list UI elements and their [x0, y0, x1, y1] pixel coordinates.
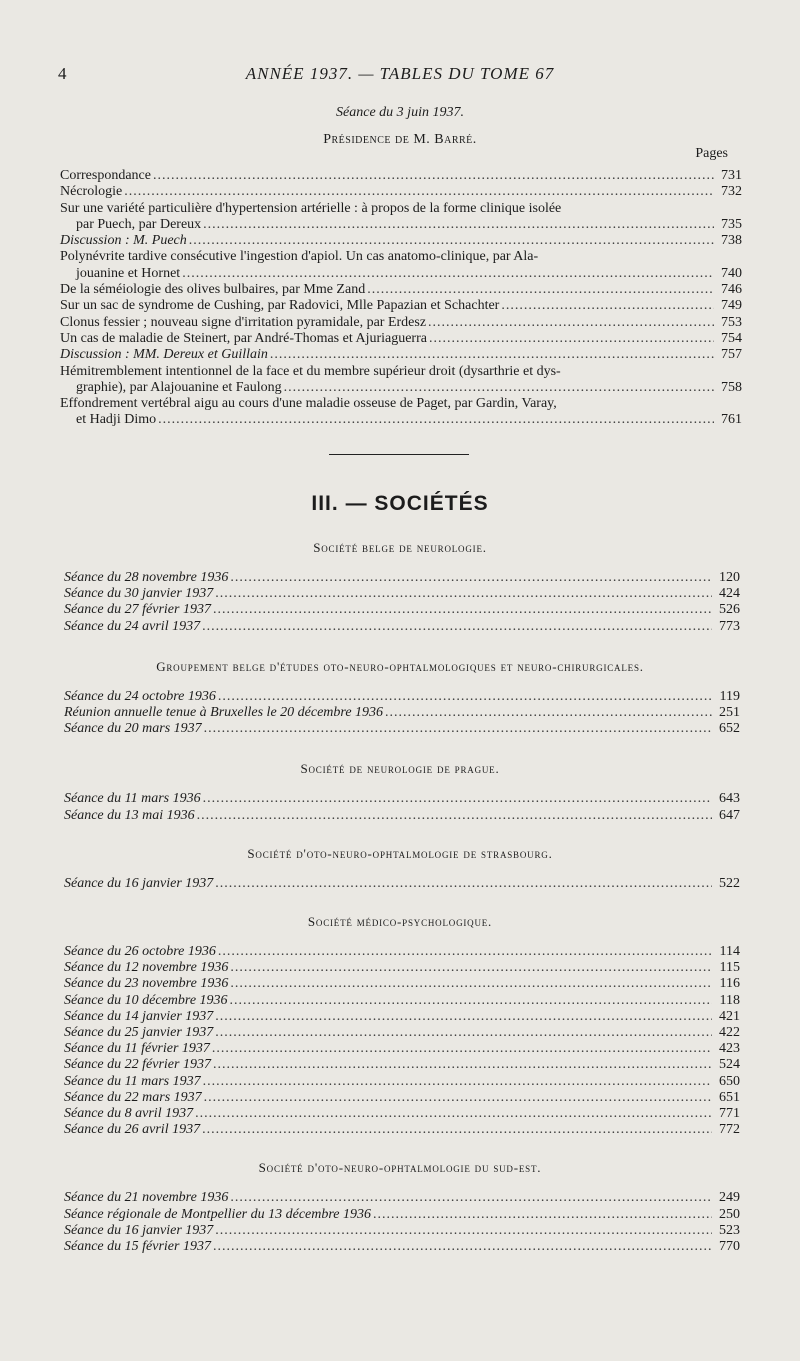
session-page: 524	[719, 1057, 740, 1073]
session-entry	[64, 791, 740, 807]
session-entry	[64, 1106, 740, 1122]
dot-leader	[215, 1223, 712, 1239]
contents-entry	[60, 347, 742, 363]
dot-leader	[501, 298, 714, 314]
entry-page: 757	[721, 347, 742, 363]
contents-entry	[60, 396, 742, 429]
dot-leader	[218, 944, 712, 960]
entry-line: Polynévrite tardive consécutive l'ingestion d'apiol. Un cas anatomo-clinique, par Ala-	[60, 249, 539, 265]
contents-entry	[60, 364, 742, 397]
contents-entry	[60, 201, 742, 234]
session-page: 249	[719, 1190, 740, 1206]
dot-leader	[204, 1090, 712, 1106]
dot-leader	[203, 791, 712, 807]
running-header	[58, 64, 742, 90]
session-page: 115	[719, 960, 740, 976]
session-page: 643	[719, 791, 740, 807]
dot-leader	[230, 960, 712, 976]
session-page: 522	[719, 875, 740, 891]
session-page: 424	[719, 586, 740, 602]
session-text: Séance du 24 avril 1937	[64, 618, 201, 634]
contents-entry	[60, 331, 742, 347]
dot-leader	[230, 993, 712, 1009]
session-text: Séance du 15 février 1937	[64, 1239, 211, 1255]
dot-leader	[215, 876, 712, 892]
session-text: Séance du 8 avril 1937	[64, 1106, 194, 1122]
session-page: 118	[719, 992, 740, 1008]
session-text: Séance régionale de Montpellier du 13 décembre 1936	[64, 1206, 372, 1222]
session-text: Séance du 23 novembre 1936	[64, 976, 229, 992]
session-page: 120	[719, 570, 740, 585]
session-page: 116	[719, 976, 740, 992]
dot-leader	[367, 282, 714, 298]
session-text: Séance du 26 avril 1937	[64, 1122, 201, 1138]
society-name: Société belge de neurologie.	[313, 540, 487, 555]
dot-leader	[284, 380, 714, 396]
entry-line: Hémitremblement intentionnel de la face et du membre supérieur droit (dysarthrie et dys-	[60, 363, 561, 379]
contents-entry	[60, 233, 742, 249]
session-entry	[64, 602, 740, 618]
society-block	[64, 846, 740, 892]
session-text: Séance du 26 octobre 1936	[64, 944, 216, 960]
session-text: Séance du 20 mars 1937	[64, 721, 202, 737]
dot-leader	[189, 233, 714, 249]
session-text: Séance du 28 novembre 1936	[64, 570, 229, 585]
societies-list	[64, 540, 740, 1255]
entry-page: 754	[721, 330, 742, 346]
session-page: 523	[719, 1222, 740, 1238]
entry-text: Sur un sac de syndrome de Cushing, par Radovici, Mlle Papazian et Schachter	[60, 298, 500, 314]
session-entry	[64, 1057, 740, 1073]
dot-leader	[215, 1025, 712, 1041]
dot-leader	[230, 570, 712, 586]
society-name: Société d'oto-neuro-ophtalmologie du sud-est.	[258, 1160, 542, 1176]
session-page: 651	[719, 1089, 740, 1105]
running-title: ANNÉE 1937. — TABLES DU TOME 67	[245, 64, 555, 83]
entry-page: 731	[721, 168, 742, 183]
session-entry	[64, 689, 740, 705]
society-name: Société médico-psychologique.	[307, 914, 493, 930]
dot-leader	[215, 586, 712, 602]
dot-leader	[182, 266, 714, 282]
contents-entry	[60, 315, 742, 331]
dot-leader	[203, 217, 714, 233]
session-text: Séance du 22 février 1937	[64, 1057, 211, 1073]
session-entry	[64, 808, 740, 824]
dot-leader	[215, 1009, 712, 1025]
entry-text: Discussion : M. Puech	[60, 233, 187, 249]
session-page: 771	[719, 1106, 740, 1122]
session-page: 652	[719, 721, 740, 737]
contents-entry	[60, 249, 742, 282]
society-block	[64, 659, 740, 738]
session-text: Séance du 30 janvier 1937	[64, 586, 214, 602]
session-text: Séance du 16 janvier 1937	[64, 1222, 214, 1238]
society-name: Groupement belge d'études oto-neuro-ophtalmologiques et neuro-chirurgicales.	[156, 658, 644, 674]
dot-leader	[213, 602, 712, 618]
session-text: Séance du 27 février 1937	[64, 602, 211, 618]
entry-text: Un cas de maladie de Steinert, par André-Thomas et Ajuriaguerra	[60, 330, 427, 346]
session-page: 650	[719, 1073, 740, 1089]
society-block	[64, 761, 740, 823]
seance-contents	[60, 168, 742, 429]
society-name: Société d'oto-neuro-ophtalmologie de strasbourg.	[247, 845, 553, 861]
session-page: 119	[719, 688, 740, 704]
session-entry	[64, 586, 740, 602]
entry-text: et Hadji Dimo	[76, 412, 157, 428]
dot-leader	[204, 721, 712, 737]
society-name: Société de neurologie de prague.	[300, 761, 500, 777]
dot-leader	[373, 1207, 712, 1223]
entry-page: 761	[721, 412, 742, 428]
dot-leader	[213, 1057, 712, 1073]
dot-leader	[158, 412, 714, 428]
session-text: Séance du 22 mars 1937	[64, 1089, 202, 1105]
session-entry	[64, 976, 740, 992]
contents-entry	[60, 184, 742, 200]
society-block	[64, 914, 740, 1138]
dot-leader	[230, 976, 712, 992]
session-entry	[64, 1223, 740, 1239]
page-number: 4	[58, 64, 67, 83]
dot-leader	[385, 705, 712, 721]
session-entry	[64, 1025, 740, 1041]
session-page: 114	[719, 944, 740, 960]
session-entry	[64, 876, 740, 892]
seance-title: Séance du 3 juin 1937.	[336, 105, 464, 120]
session-page: 773	[719, 618, 740, 634]
dot-leader	[230, 1190, 712, 1206]
session-entry	[64, 944, 740, 960]
section-title: III. — SOCIÉTÉS	[311, 492, 489, 515]
dot-leader	[218, 689, 712, 705]
session-entry	[64, 1122, 740, 1138]
dot-leader	[203, 1074, 712, 1090]
entry-text: Clonus fessier ; nouveau signe d'irritation pyramidale, par Erdesz	[60, 314, 427, 330]
dot-leader	[428, 315, 714, 331]
session-text: Séance du 16 janvier 1937	[64, 875, 214, 891]
session-page: 421	[719, 1008, 740, 1024]
entry-page: 749	[721, 298, 742, 314]
pages-column-label: Pages	[695, 146, 728, 161]
entry-page: 735	[721, 216, 742, 232]
session-entry	[64, 1074, 740, 1090]
dot-leader	[202, 619, 712, 635]
dot-leader	[124, 184, 714, 200]
session-text: Séance du 21 novembre 1936	[64, 1190, 229, 1206]
session-entry	[64, 619, 740, 635]
entry-page: 732	[721, 184, 742, 200]
dot-leader	[270, 347, 714, 363]
entry-line: Effondrement vertébral aigu au cours d'une maladie osseuse de Paget, par Gardin, Varay,	[60, 396, 557, 412]
session-entry	[64, 570, 740, 586]
session-entry	[64, 1041, 740, 1057]
session-entry	[64, 993, 740, 1009]
session-entry	[64, 721, 740, 737]
session-page: 251	[719, 705, 740, 721]
session-entry	[64, 1190, 740, 1206]
entry-text: Correspondance	[60, 168, 151, 183]
dot-leader	[429, 331, 714, 347]
entry-page: 740	[721, 265, 742, 281]
session-entry	[64, 960, 740, 976]
session-page: 647	[719, 807, 740, 823]
session-entry	[64, 1207, 740, 1223]
dot-leader	[197, 808, 712, 824]
entry-text: graphie), par Alajouanine et Faulong	[76, 379, 282, 395]
session-text: Séance du 12 novembre 1936	[64, 960, 229, 976]
dot-leader	[212, 1041, 712, 1057]
session-text: Séance du 24 octobre 1936	[64, 688, 216, 704]
entry-text: jouanine et Hornet	[76, 265, 181, 281]
dot-leader	[213, 1239, 712, 1255]
session-text: Séance du 14 janvier 1937	[64, 1008, 214, 1024]
session-page: 526	[719, 602, 740, 618]
session-page: 422	[719, 1025, 740, 1041]
entry-text: Discussion : MM. Dereux et Guillain	[60, 347, 268, 363]
entry-text: par Puech, par Dereux	[76, 216, 202, 232]
entry-text: Nécrologie	[60, 184, 123, 200]
session-text: Séance du 25 janvier 1937	[64, 1025, 214, 1041]
session-entry	[64, 1239, 740, 1255]
session-text: Séance du 10 décembre 1936	[64, 992, 228, 1008]
contents-entry	[60, 168, 742, 184]
session-entry	[64, 1009, 740, 1025]
dot-leader	[153, 168, 714, 184]
session-text: Séance du 11 mars 1936	[64, 791, 201, 807]
session-text: Séance du 13 mai 1936	[64, 807, 195, 823]
entry-page: 738	[721, 233, 742, 249]
presidence-line: Présidence de M. Barré.	[323, 132, 477, 147]
society-block	[64, 540, 740, 635]
entry-page: 758	[721, 379, 742, 395]
session-entry	[64, 705, 740, 721]
session-entry	[64, 1090, 740, 1106]
dot-leader	[195, 1106, 712, 1122]
entry-page: 746	[721, 282, 742, 298]
society-block	[64, 1160, 740, 1255]
contents-entry	[60, 282, 742, 298]
session-page: 772	[719, 1122, 740, 1138]
session-text: Réunion annuelle tenue à Bruxelles le 20 décembre 1936	[64, 705, 384, 721]
entry-line: Sur une variété particulière d'hypertension artérielle : à propos de la forme clinique isolée	[60, 200, 562, 216]
session-text: Séance du 11 mars 1937	[64, 1073, 201, 1089]
entry-text: De la séméiologie des olives bulbaires, par Mme Zand	[60, 282, 366, 298]
contents-entry	[60, 298, 742, 314]
session-text: Séance du 11 février 1937	[64, 1041, 210, 1057]
entry-page: 753	[721, 314, 742, 330]
session-page: 423	[719, 1041, 740, 1057]
section-divider	[329, 454, 469, 455]
session-page: 770	[719, 1239, 740, 1255]
dot-leader	[202, 1122, 712, 1138]
session-page: 250	[719, 1206, 740, 1222]
